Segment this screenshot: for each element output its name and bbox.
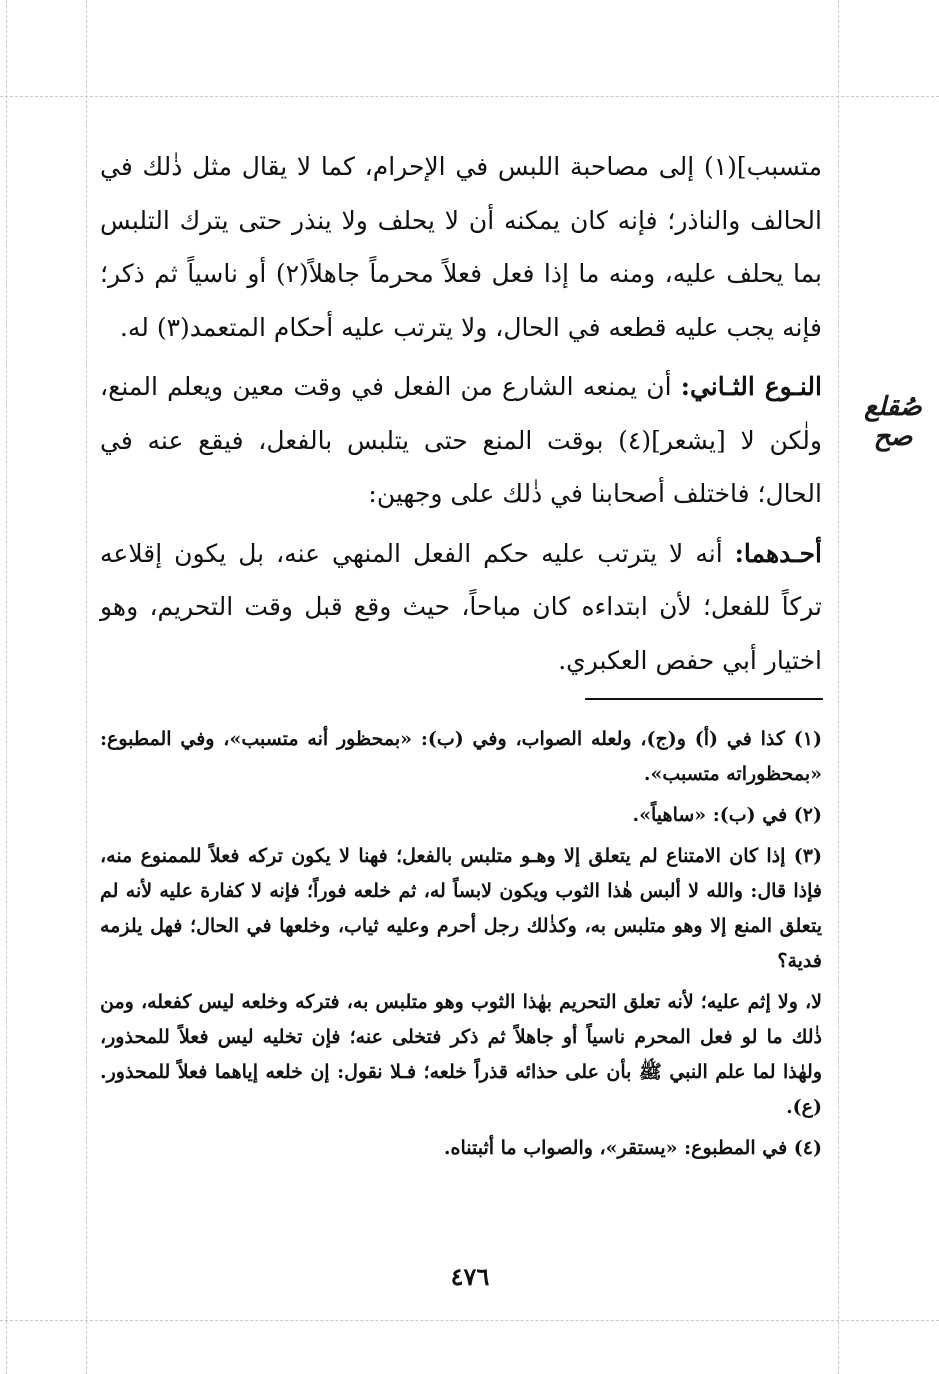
paragraph-2 xyxy=(100,360,822,521)
scan-guide-line xyxy=(0,96,939,97)
footnote-3-continued: لا، ولا إثم عليه؛ لأنه تعلق التحريم بهٰذا الثوب وهو متلبس به، فتركه وخلعه ليس كفعله، ومن ذٰلك ما لو فعل المحرم ناسياً أو جاهلاً ثم ذكر فتخلى عنه؛ فإن تخليه ليس فعلاً للمحذور، ولهٰذا لما علم النبي ﷺ بأن على حذائه قذراً خلعه؛ فـلا نقول: إن خلعه إياهما فعلاً للمحذور. (ع). xyxy=(100,991,822,1118)
footnote-4: (٤) في المطبوع: «يستقر»، والصواب ما أثبتناه. xyxy=(443,1137,822,1159)
margin-note-line-2: صح xyxy=(873,422,913,452)
scan-guide-line xyxy=(838,0,839,1374)
paragraph-3-text: أنه لا يترتب عليه حكم الفعل المنهي عنه، بل يكون إقلاعه تركاً للفعل؛ لأن ابتداءه كان مباحاً، حيث وقع قبل وقت التحريم، وهو اختيار أبي حفص العكبري. xyxy=(100,538,822,675)
footnote-divider xyxy=(585,698,823,700)
page-number: ٤٧٦ xyxy=(450,1262,490,1291)
paragraph-2-text: أن يمنعه الشارع من الفعل في وقت معين ويعلم المنع، ولٰكن لا [يشعر](٤) بوقت المنع حتى يتلبس بالفعل، فيقع عنه في الحال؛ فاختلف أصحابنا في ذٰلك على وجهين: xyxy=(100,372,822,508)
footnote-2: (٢) في (ب): «ساهياً». xyxy=(632,804,822,826)
footnote-3: (٣) إذا كان الامتناع لم يتعلق إلا وهـو متلبس بالفعل؛ فهنا لا يكون تركه فعلاً للممنوع منه، فإذا قال: والله لا ألبس هٰذا الثوب ويكون لابساً له، ثم خلعه فوراً؛ فإنه لا كفارة عليه لأنه لم يتعلق المنع إلا وهو متلبس به، وكذٰلك رجل أحرم وعليه ثياب، وخلعها في الحال؛ فهل يلزمه فدية؟ xyxy=(100,845,822,972)
main-body-text xyxy=(100,140,822,687)
footnotes-section xyxy=(100,722,822,1172)
scan-guide-line xyxy=(0,1320,939,1321)
handwritten-margin-note xyxy=(858,392,928,452)
paragraph-3-heading: أحـدهما: xyxy=(734,538,822,568)
paragraph-1: متسبب](١) إلى مصاحبة اللبس في الإحرام، كما لا يقال مثل ذٰلك في الحالف والناذر؛ فإنه كان يمكنه أن لا يحلف ولا ينذر حتى يترك التلبس بما يحلف عليه، ومنه ما إذا فعل فعلاً محرماً جاهلاً(٢) أو ناسياً ثم ذكر؛ فإنه يجب عليه قطعه في الحال، ولا يترتب عليه أحكام المتعمد(٣) له. xyxy=(100,152,822,342)
paragraph-2-heading: النـوع الثـاني: xyxy=(680,372,822,401)
paragraph-3 xyxy=(100,527,822,688)
scan-guide-line xyxy=(6,0,7,1374)
footnote-1: (١) كذا في (أ) و(ج)، ولعله الصواب، وفي (ب): «بمحظور أنه متسبب»، وفي المطبوع: «بمحظوراته متسبب». xyxy=(100,728,822,785)
scan-guide-line xyxy=(86,0,87,1374)
margin-note-line-1: صُقلع xyxy=(864,392,922,422)
